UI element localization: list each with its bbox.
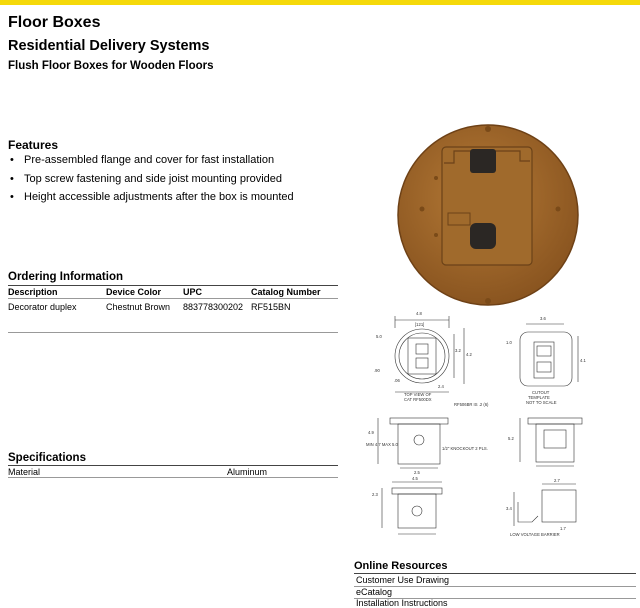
dimension-drawing xyxy=(364,306,636,544)
drawing-label: 4.1 xyxy=(580,358,586,363)
drawing-label: MIN 4.7 MAX 5.0 xyxy=(366,442,398,447)
drawing-label: 4.9 xyxy=(368,430,374,435)
features-list xyxy=(8,152,294,208)
drawing-label: TEMPLATE xyxy=(528,395,550,400)
drawing-label: 4.5 xyxy=(412,476,418,481)
drawing-label: 3.2 xyxy=(455,348,461,353)
ordering-cell-upc: 883778300202 xyxy=(183,302,244,312)
drawing-label: 2.4 xyxy=(438,384,444,389)
link-divider xyxy=(354,586,636,587)
drawing-label: CAT RF500DX xyxy=(404,397,432,402)
drawing-label: 4.8 xyxy=(416,311,422,316)
page-title: Floor Boxes xyxy=(8,14,101,31)
drawing-label: 2.5 xyxy=(414,470,420,475)
online-resources-rule xyxy=(354,573,636,574)
ordering-header-rule xyxy=(8,298,338,299)
spec-label-material: Material xyxy=(8,467,41,477)
feature-item: • Top screw fastening and side joist mounting provided xyxy=(8,171,294,190)
drawing-label: .06 xyxy=(394,378,400,383)
ordering-cell-device-color: Chestnut Brown xyxy=(106,302,171,312)
drawing-label: 1/2" KNOCKOUT 2 PLS. xyxy=(442,446,488,451)
installation-instructions-link[interactable]: Installation Instructions xyxy=(356,598,448,608)
feature-item: • Pre-assembled flange and cover for fast installation xyxy=(8,152,294,171)
ordering-rule xyxy=(8,285,338,286)
drawing-label: RF506BR IS .2 (6) xyxy=(454,402,489,407)
online-resources-heading: Online Resources xyxy=(354,560,448,572)
drawing-label: 5.0 xyxy=(376,334,382,339)
specifications-rule xyxy=(8,465,338,466)
product-line-title: Flush Floor Boxes for Wooden Floors xyxy=(8,60,214,72)
ordering-col-catalog-number: Catalog Number xyxy=(251,287,321,297)
drawing-label: 2.7 xyxy=(554,478,560,483)
ordering-cell-catalog-number: RF515BN xyxy=(251,302,291,312)
spec-value-material: Aluminum xyxy=(227,467,268,477)
drawing-label: 4.2 xyxy=(466,352,472,357)
ordering-col-device-color: Device Color xyxy=(106,287,162,297)
customer-use-drawing-link[interactable]: Customer Use Drawing xyxy=(356,575,450,585)
specifications-bottom-rule xyxy=(8,477,338,478)
drawing-label: LOW VOLTAGE BARRIER xyxy=(510,532,560,537)
ordering-col-description: Description xyxy=(8,287,58,297)
drawing-label: NOT TO SCALE xyxy=(526,400,557,405)
ordering-heading: Ordering Information xyxy=(8,271,123,283)
top-accent-bar xyxy=(0,0,640,5)
drawing-label: [121] xyxy=(415,322,425,327)
drawing-label: CUTOUT xyxy=(532,390,550,395)
drawing-label: 2.3 xyxy=(372,492,378,497)
drawing-label: 1.7 xyxy=(560,526,566,531)
drawing-label: 3.4 xyxy=(506,506,512,511)
ordering-bottom-rule xyxy=(8,332,338,333)
ordering-col-upc: UPC xyxy=(183,287,203,297)
ordering-cell-description: Decorator duplex xyxy=(8,302,77,312)
features-heading: Features xyxy=(8,138,59,152)
drawing-label: 1.0 xyxy=(506,340,512,345)
drawing-label: TOP VIEW OF xyxy=(404,392,432,397)
page-subtitle: Residential Delivery Systems xyxy=(8,38,210,54)
floor-box-photo xyxy=(396,123,580,307)
drawing-label: .90 xyxy=(374,368,380,373)
specifications-heading: Specifications xyxy=(8,452,86,464)
feature-item: • Height accessible adjustments after the box is mounted xyxy=(8,189,294,208)
ecatalog-link[interactable]: eCatalog xyxy=(356,587,393,597)
drawing-label: 3.6 xyxy=(540,316,546,321)
drawing-label: 5.2 xyxy=(508,436,514,441)
